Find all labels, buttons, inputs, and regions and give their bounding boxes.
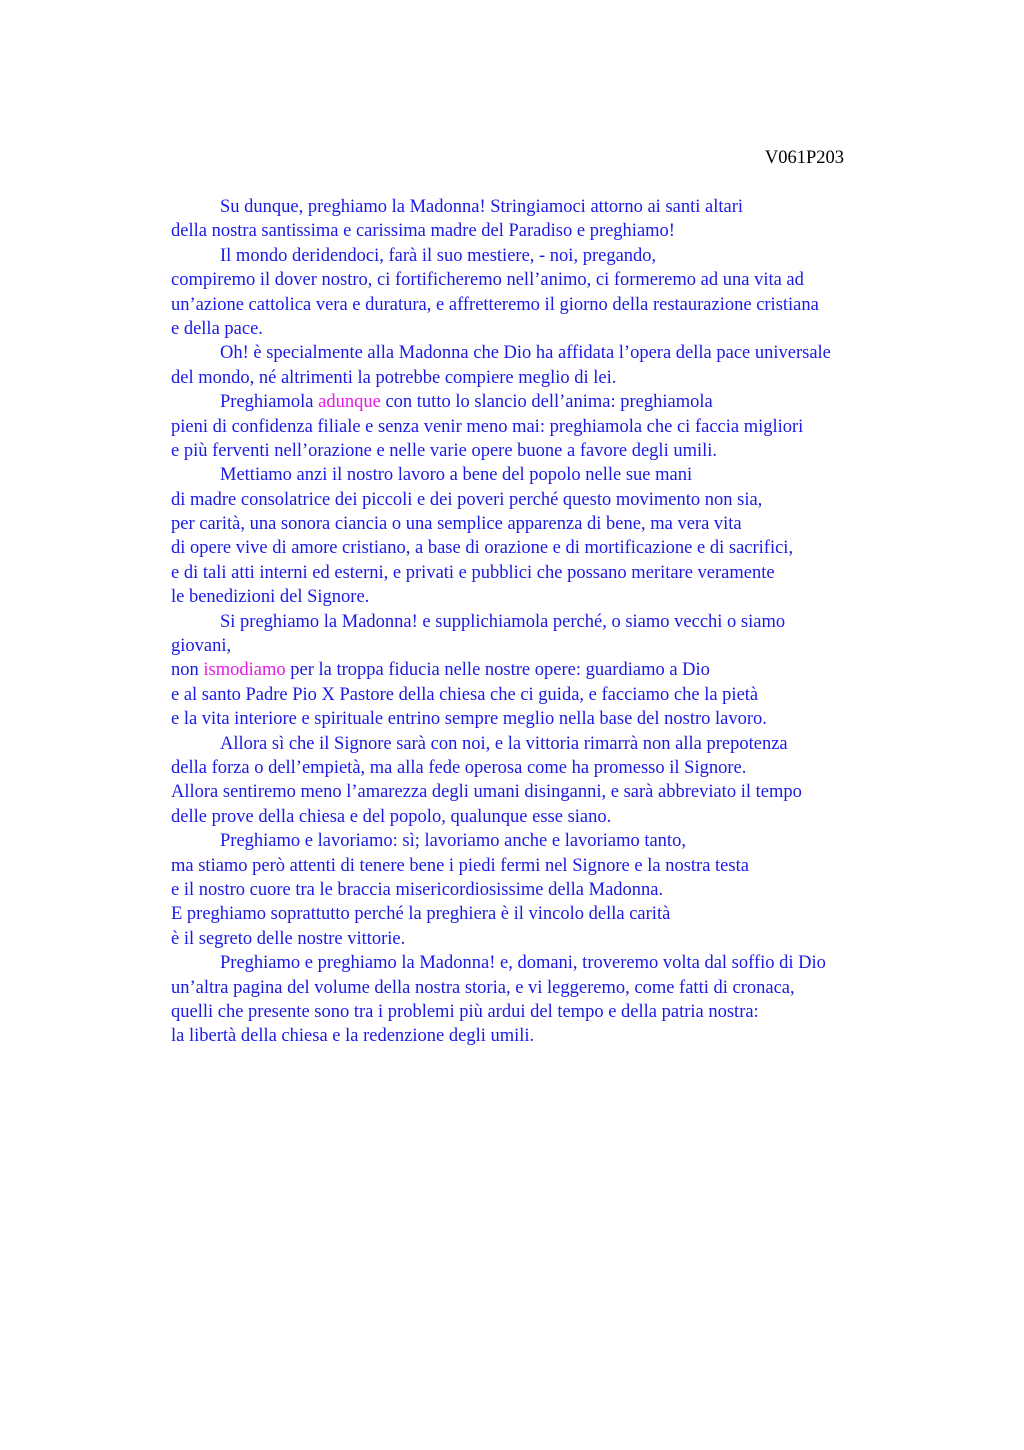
text-line: e il nostro cuore tra le braccia misericordiosissime della Madonna. (171, 879, 664, 900)
text-line: pieni di confidenza filiale e senza venir meno mai: preghiamola che ci faccia migliori (171, 416, 804, 437)
text-line: un’altra pagina del volume della nostra storia, e vi leggeremo, come fatti di cronaca, (171, 977, 795, 998)
text-line: Allora sì che il Signore sarà con noi, e la vittoria rimarrà non alla prepotenza (220, 733, 788, 754)
text-line: Oh! è specialmente alla Madonna che Dio ha affidata l’opera della pace universale (220, 343, 831, 364)
text-line: di opere vive di amore cristiano, a base di orazione e di mortificazione e di sacrifici, (171, 538, 794, 559)
text-line: e al santo Padre Pio X Pastore della chiesa che ci guida, e facciamo che la pietà (171, 684, 759, 705)
text-line: della nostra santissima e carissima madre del Paradiso e preghiamo! (171, 221, 675, 242)
text-line: delle prove della chiesa e del popolo, qualunque esse siano. (171, 806, 612, 827)
text-line: Preghiamo e lavoriamo: sì; lavoriamo anche e lavoriamo tanto, (220, 831, 686, 852)
text-line: e della pace. (171, 318, 263, 339)
text-line: compiremo il dover nostro, ci fortificheremo nell’animo, ci formeremo ad una vita ad (171, 270, 804, 291)
text-segment: Preghiamola (220, 392, 319, 413)
body-text (171, 195, 916, 1049)
text-line: Preghiamo e preghiamo la Madonna! e, domani, troveremo volta dal soffio di Dio (220, 953, 826, 974)
text-line: E preghiamo soprattutto perché la preghiera è il vincolo della carità (171, 904, 671, 925)
text-line: della forza o dell’empietà, ma alla fede operosa come ha promesso il Signore. (171, 757, 747, 778)
text-line: e di tali atti interni ed esterni, e privati e pubblici che possano meritare veramente (171, 562, 775, 583)
text-line: giovani, (171, 636, 232, 657)
page-code: V061P203 (764, 148, 844, 168)
text-line: per carità, una sonora ciancia o una semplice apparenza di bene, ma vera vita (171, 514, 742, 535)
text-line: un’azione cattolica vera e duratura, e affretteremo il giorno della restaurazione cristiana (171, 294, 819, 315)
highlighted-word: ismodiamo (203, 660, 286, 681)
text-segment: con tutto lo slancio dell’anima: preghiamola (380, 392, 713, 413)
text-line (171, 658, 916, 682)
text-line: del mondo, né altrimenti la potrebbe compiere meglio di lei. (171, 367, 617, 388)
highlighted-word: adunque (318, 392, 381, 413)
text-segment: per la troppa fiducia nelle nostre opere: guardiamo a Dio (285, 660, 710, 681)
text-line: la libertà della chiesa e la redenzione degli umili. (171, 1026, 535, 1047)
text-line: Mettiamo anzi il nostro lavoro a bene del popolo nelle sue mani (220, 465, 693, 486)
text-line: quelli che presente sono tra i problemi più ardui del tempo e della patria nostra: (171, 1001, 759, 1022)
text-line: Su dunque, preghiamo la Madonna! Stringiamoci attorno ai santi altari (220, 197, 744, 217)
text-line: le benedizioni del Signore. (171, 587, 370, 608)
text-line: ma stiamo però attenti di tenere bene i piedi fermi nel Signore e la nostra testa (171, 855, 749, 876)
text-segment: non (171, 660, 204, 681)
text-line: Il mondo deridendoci, farà il suo mestiere, - noi, pregando, (220, 245, 657, 266)
text-line: Si preghiamo la Madonna! e supplichiamola perché, o siamo vecchi o siamo (220, 611, 786, 632)
text-line (171, 390, 916, 414)
text-line: e più ferventi nell’orazione e nelle varie opere buone a favore degli umili. (171, 440, 718, 461)
text-line: è il segreto delle nostre vittorie. (171, 928, 406, 949)
text-line: e la vita interiore e spirituale entrino sempre meglio nella base del nostro lavoro. (171, 709, 767, 730)
text-line: di madre consolatrice dei piccoli e dei poveri perché questo movimento non sia, (171, 489, 763, 510)
text-line: Allora sentiremo meno l’amarezza degli umani disinganni, e sarà abbreviato il tempo (171, 782, 802, 803)
